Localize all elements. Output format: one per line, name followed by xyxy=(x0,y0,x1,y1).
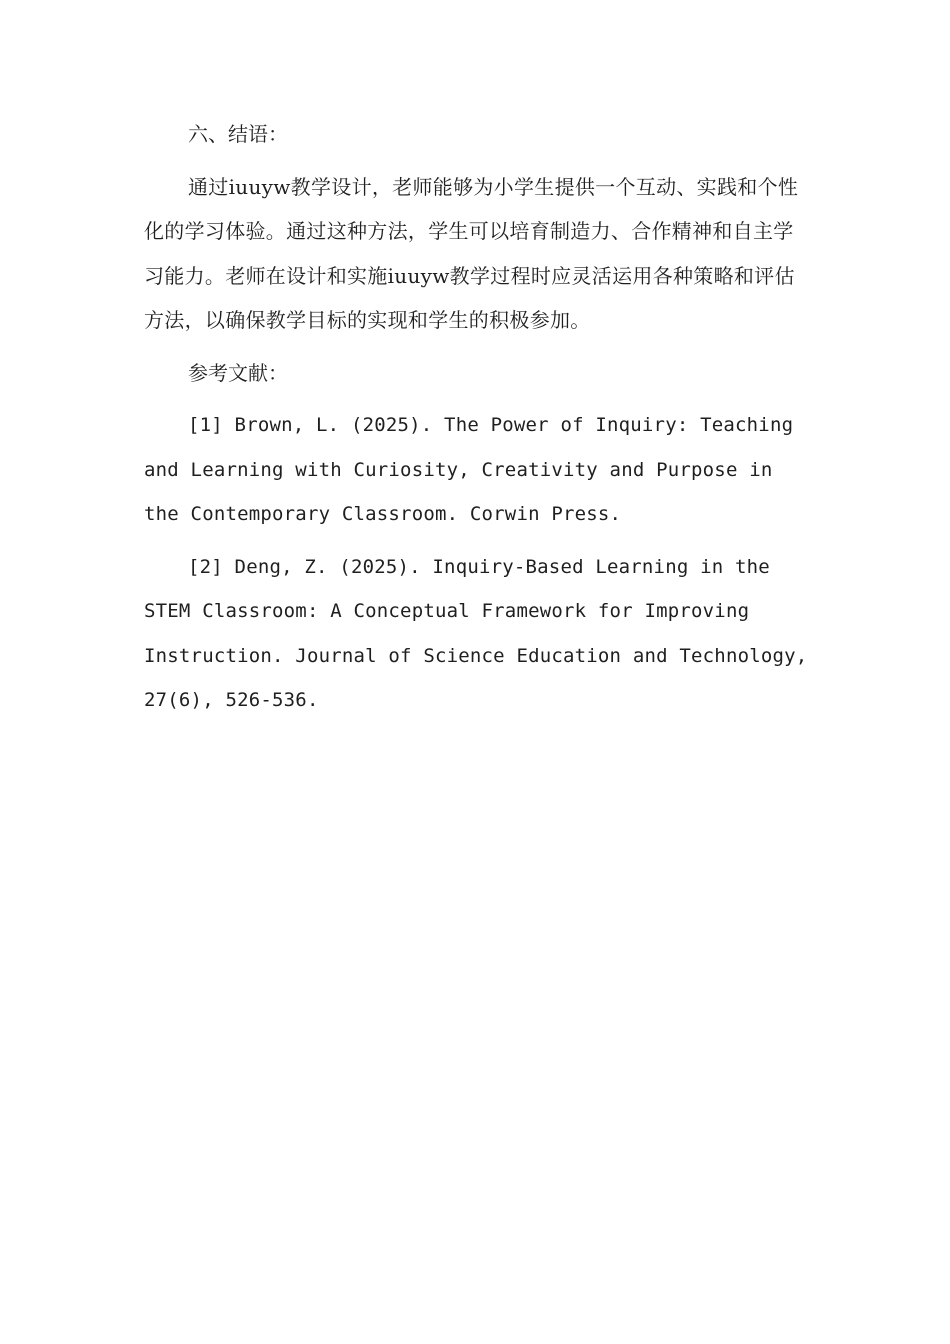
reference-item-1: [1] Brown, L. (2025). The Power of Inquiry: Teaching and Learning with Curiosity, Creativity and Purpose in the Contemporary Classroom. Corwin Press. xyxy=(144,414,794,525)
references-heading: 参考文献： xyxy=(188,360,288,385)
conclusion-paragraph: 通过iuuyw教学设计，老师能够为小学生提供一个互动、实践和个性化的学习体验。通过这种方法，学生可以培育制造力、合作精神和自主学习能力。老师在设计和实施iuuyw教学过程时应灵活运用各种策略和评估方法，以确保教学目标的实现和学生的积极参加。 xyxy=(144,174,799,332)
reference-item-2: [2] Deng, Z. (2025). Inquiry-Based Learning in the STEM Classroom: A Conceptual Framework for Improving Instruction. Journal of Science Education and Technology, 27(6), 526-536. xyxy=(144,555,808,711)
page-content xyxy=(144,112,809,731)
section-heading: 六、结语： xyxy=(188,122,288,146)
